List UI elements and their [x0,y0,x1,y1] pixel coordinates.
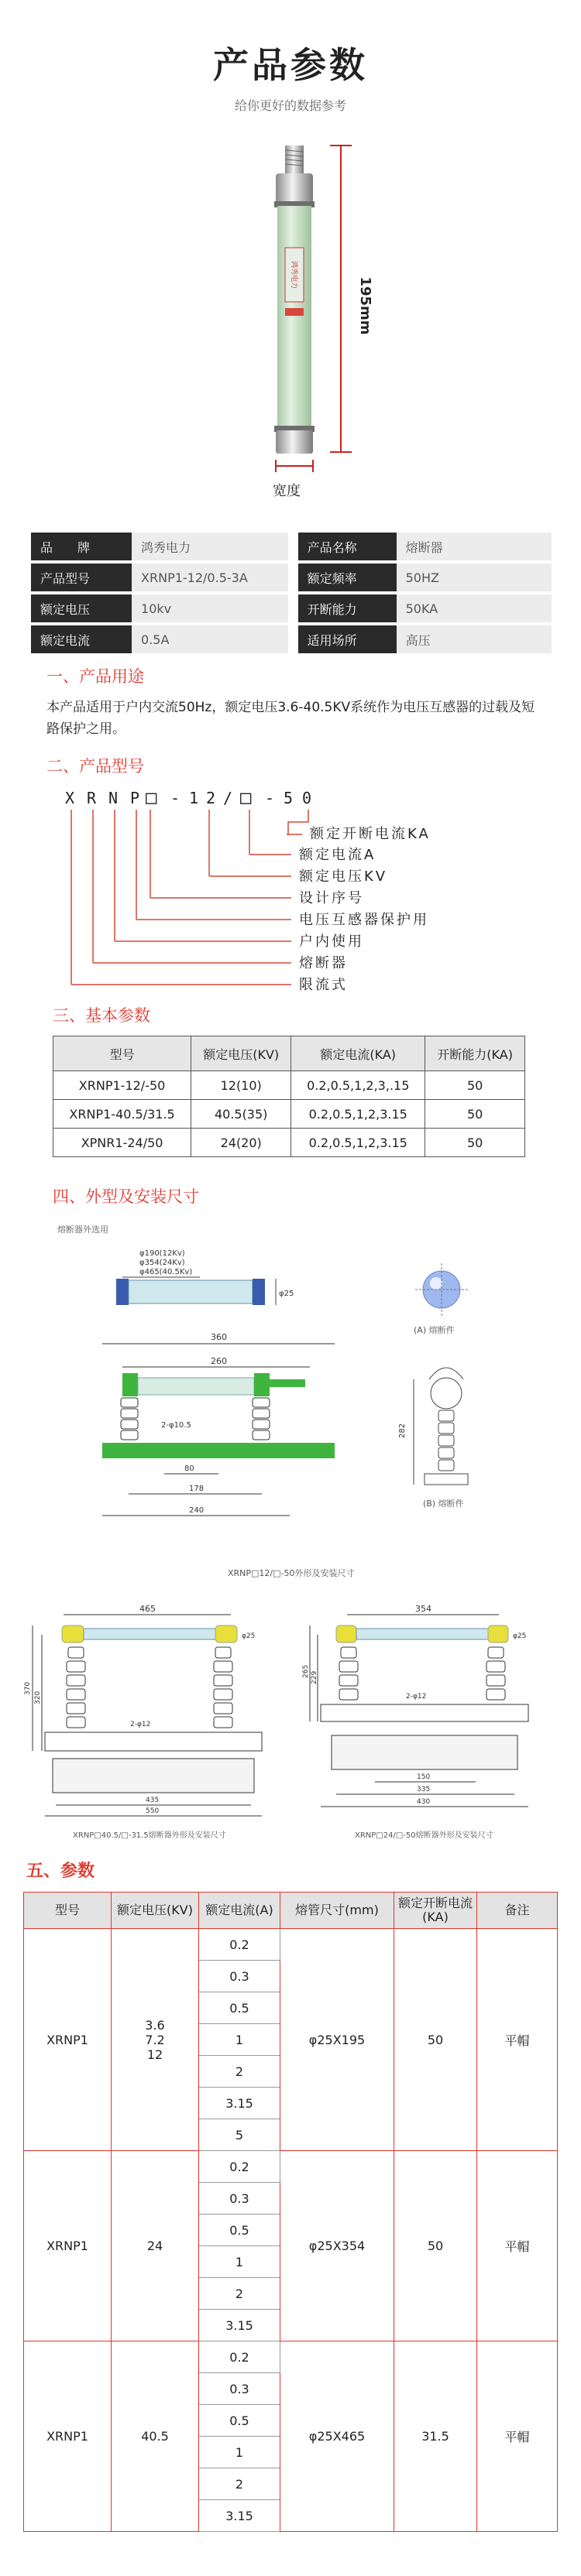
legend-item: 户内使用 [299,933,364,950]
dim-229: 229 [311,1670,318,1684]
dim-465: 465 [139,1604,156,1614]
spec-row [31,593,552,624]
breaking-cell: 50 [394,1929,477,2151]
dim-354: 354 [415,1604,431,1614]
table-header: 额定电流(A) [199,1893,280,1929]
fig-b-label: (B) 熔断件 [423,1499,464,1509]
spec-value: XRNP1-12/0.5-3A [132,562,288,593]
mount-base [102,1443,335,1458]
fuse-brand-text: 鸿秀电力 [290,260,297,289]
legend-item: 限流式 [299,977,348,993]
spec-row [31,533,552,562]
section-usage-title: 一、产品用途 [46,667,144,686]
dim-d25-right: φ25 [513,1632,527,1640]
spec-key: 产品型号 [31,562,132,593]
tube-40kv [84,1629,215,1639]
voltage-cell: 40.5 [112,2341,199,2532]
table-header: 额定电压(KV) [191,1036,291,1071]
table-row [53,1071,525,1100]
code-char: □ [240,786,252,808]
dim-360: 360 [211,1332,227,1342]
table-header: 型号 [53,1036,191,1071]
dim-260: 260 [211,1356,227,1366]
current-cell: 0.5 [199,2405,280,2437]
table-cell: 50 [425,1071,525,1100]
table-header: 熔管尺寸(mm) [280,1893,394,1929]
current-cell: 0.5 [199,2215,280,2246]
code-char: N [108,789,119,807]
current-cell: 0.2 [199,2341,280,2373]
dim-370: 370 [24,1681,32,1695]
model-cell: XRNP1 [24,1929,112,2151]
current-cell: 0.5 [199,1992,280,2024]
current-cell: 2 [199,2278,280,2310]
current-cell: 2 [199,2056,280,2088]
tube-24kv [356,1629,488,1639]
fuse-top-cap [276,173,313,204]
voltage-value: 7.2 [145,2032,165,2047]
dim-550: 550 [146,1807,160,1815]
table-cell: 0.2,0.5,1,2,3.15 [291,1100,425,1129]
spec-key: 品 牌 [31,533,132,562]
size-cell: φ25X465 [280,2341,394,2532]
dim-150: 150 [417,1773,431,1781]
table-row [24,2341,558,2373]
legend-item: 额定电压KV [299,868,388,885]
height-label: 195mm [357,276,373,335]
table-row [53,1129,525,1157]
section-basic-params-title: 三、基本参数 [53,1006,150,1025]
fig1-diam: φ354(24Kv) [139,1259,185,1267]
fig1-diam: φ190(12Kv) [139,1249,185,1258]
size-cell: φ25X354 [280,2151,394,2341]
width-label: 宽度 [273,483,301,499]
spec-value: 50HZ [397,562,552,593]
voltage-cell: 24 [112,2151,199,2341]
insulators-24kv [339,1647,505,1700]
dim-holes: 2-φ10.5 [161,1421,191,1430]
params-table [23,1892,558,2532]
table-header: 型号 [24,1893,112,1929]
spec-value: 熔断器 [397,533,552,562]
dim-335: 335 [417,1786,431,1793]
spec-row [31,562,552,593]
plan-view-24kv [332,1735,517,1769]
code-bracket-lines [71,810,308,985]
current-cell: 3.15 [199,2500,280,2532]
mount-insulators [121,1398,270,1440]
insulators-40kv [67,1647,232,1728]
code-char: P [130,789,140,807]
table-cell: XPNR1-24/50 [53,1129,191,1157]
fuse-photo [194,132,395,488]
current-cell: 0.3 [199,2183,280,2215]
caption-right: XRNP□24/□-50熔断器外形及安装尺寸 [355,1831,493,1840]
code-char: 5 [284,789,294,807]
dim-265: 265 [302,1664,310,1678]
spec-key: 额定电压 [31,593,132,624]
current-cell: 5 [199,2119,280,2151]
fig-a-label: (A) 熔断件 [414,1325,455,1335]
table-cell: 50 [425,1129,525,1157]
table-header: 开断能力(KA) [425,1036,525,1071]
note-cell: 平帽 [477,2151,558,2341]
spec-value: 高压 [397,624,552,655]
cap-yellow-right [215,1625,237,1643]
dim-178: 178 [189,1485,205,1493]
dim-240: 240 [189,1506,205,1515]
dim-side: 282 [398,1423,407,1438]
code-char: / [223,789,233,807]
table-cell: 50 [425,1100,525,1129]
legend-item: 设计序号 [299,890,364,906]
current-cell: 1 [199,2246,280,2278]
code-char: X [65,789,75,807]
table-row [24,1929,558,1961]
code-char: R [87,789,97,807]
table-header: 额定开断电流(KA) [394,1893,477,1929]
breaking-cell: 31.5 [394,2341,477,2532]
table-header-row [53,1036,525,1071]
mount-tube [138,1378,254,1395]
table-header: 备注 [477,1893,558,1929]
section-model-title: 二、产品型号 [46,757,144,776]
legend-item: 额定开断电流KA [310,826,431,842]
dim-320: 320 [34,1690,42,1704]
current-cell: 0.3 [199,1961,280,1992]
fuse-body [277,206,311,430]
dim-d25: φ25 [242,1632,256,1640]
page-subtitle: 给你更好的数据参考 [234,98,346,113]
table-cell: XRNP1-12/-50 [53,1071,191,1100]
current-cell: 0.2 [199,2151,280,2183]
current-cell: 0.3 [199,2373,280,2405]
current-cell: 2 [199,2468,280,2500]
spec-key: 开断能力 [298,593,397,624]
fig1-tube [129,1280,253,1303]
current-cell: 0.2 [199,1929,280,1961]
spec-value: 10kv [132,593,288,624]
page-title: 产品参数 [213,44,368,86]
spec-key: 额定电流 [31,624,132,655]
dim-holes-40kv: 2-φ12 [130,1721,151,1728]
dim-435: 435 [146,1797,160,1804]
caption-left: XRNP□40.5/□-31.5熔断器外形及安装尺寸 [73,1831,226,1840]
dimension-drawing-24kv [301,1596,564,1844]
note-cell: 平帽 [477,1929,558,2151]
note-cell: 平帽 [477,2341,558,2532]
current-cell: 3.15 [199,2310,280,2341]
model-code-diagram [46,782,542,1006]
table-header-row [24,1893,558,1929]
voltage-cell [112,1929,199,2151]
width-dimension-line [276,460,313,472]
section-dimensions-title: 四、外型及安装尺寸 [53,1187,199,1206]
fig1-label: 熔断器外选用 [57,1225,108,1235]
table-cell: 40.5(35) [191,1100,291,1129]
fig1-d: φ25 [279,1290,294,1298]
table-cell: 24(20) [191,1129,291,1157]
table-cell: XRNP1-40.5/31.5 [53,1100,191,1129]
code-char: □ [146,786,157,808]
spec-value: 0.5A [132,624,288,655]
height-dimension-line [330,146,352,452]
mount-clip-right [254,1373,270,1396]
section-params-title: 五、参数 [26,1862,95,1881]
table-cell: 12(10) [191,1071,291,1100]
current-cell: 3.15 [199,2088,280,2119]
table-header: 额定电流(KA) [291,1036,425,1071]
table-cell: 0.2,0.5,1,2,3.15 [291,1129,425,1157]
dim-430: 430 [417,1798,431,1806]
spec-key: 额定频率 [298,562,397,593]
legend-item: 额定电流A [299,847,376,863]
spec-key: 产品名称 [298,533,397,562]
spec-value: 50KA [397,593,552,624]
dim-holes-24kv: 2-φ12 [406,1693,427,1701]
code-char: 0 [302,789,312,807]
table-header: 额定电压(KV) [112,1893,199,1929]
table-row [53,1100,525,1129]
cap-yellow-left [336,1625,356,1643]
current-cell: 1 [199,2437,280,2468]
current-cell: 1 [199,2024,280,2056]
spec-table [31,533,552,656]
fig1-diam: φ465(40.5Kv) [139,1268,193,1276]
model-cell: XRNP1 [24,2341,112,2532]
fig1-cap-left [116,1279,129,1305]
legend-item: 电压互感器保护用 [299,912,429,928]
size-cell: φ25X195 [280,1929,394,2151]
table-row [24,2151,558,2183]
cap-yellow-right [488,1625,508,1643]
base-40kv [45,1732,262,1751]
fig-b-side-view [414,1368,468,1485]
code-char: - [170,789,180,807]
plan-view-40kv [53,1759,254,1793]
fig1-cap-right [253,1279,265,1305]
dimension-drawing-12kv [46,1220,542,1584]
spec-key: 适用场所 [298,624,397,655]
spec-row [31,624,552,655]
basic-params-table [53,1036,525,1157]
legend-item: 熔断器 [299,955,348,971]
voltage-value: 3.6 [145,2017,165,2033]
dimension-drawing-40kv [22,1596,293,1844]
dim-80: 80 [184,1464,194,1473]
fuse-bottom-cap [276,430,313,454]
drawing-caption: XRNP□12/□-50外形及安装尺寸 [228,1568,355,1578]
base-24kv [321,1704,528,1721]
code-char: 2 [206,789,216,807]
voltage-value: 12 [146,2047,163,2062]
table-cell: 0.2,0.5,1,2,3,.15 [291,1071,425,1100]
model-cell: XRNP1 [24,2151,112,2341]
code-char: - [265,789,275,807]
section-usage-text: 本产品适用于户内交流50Hz，额定电压3.6-40.5KV系统作为电压互感器的过载及短路保护之用。 [46,700,535,737]
spec-value: 鸿秀电力 [132,533,288,562]
cap-yellow-left [62,1625,84,1643]
breaking-cell: 50 [394,2151,477,2341]
code-char: 1 [189,789,199,807]
mount-clip-left [122,1373,138,1396]
